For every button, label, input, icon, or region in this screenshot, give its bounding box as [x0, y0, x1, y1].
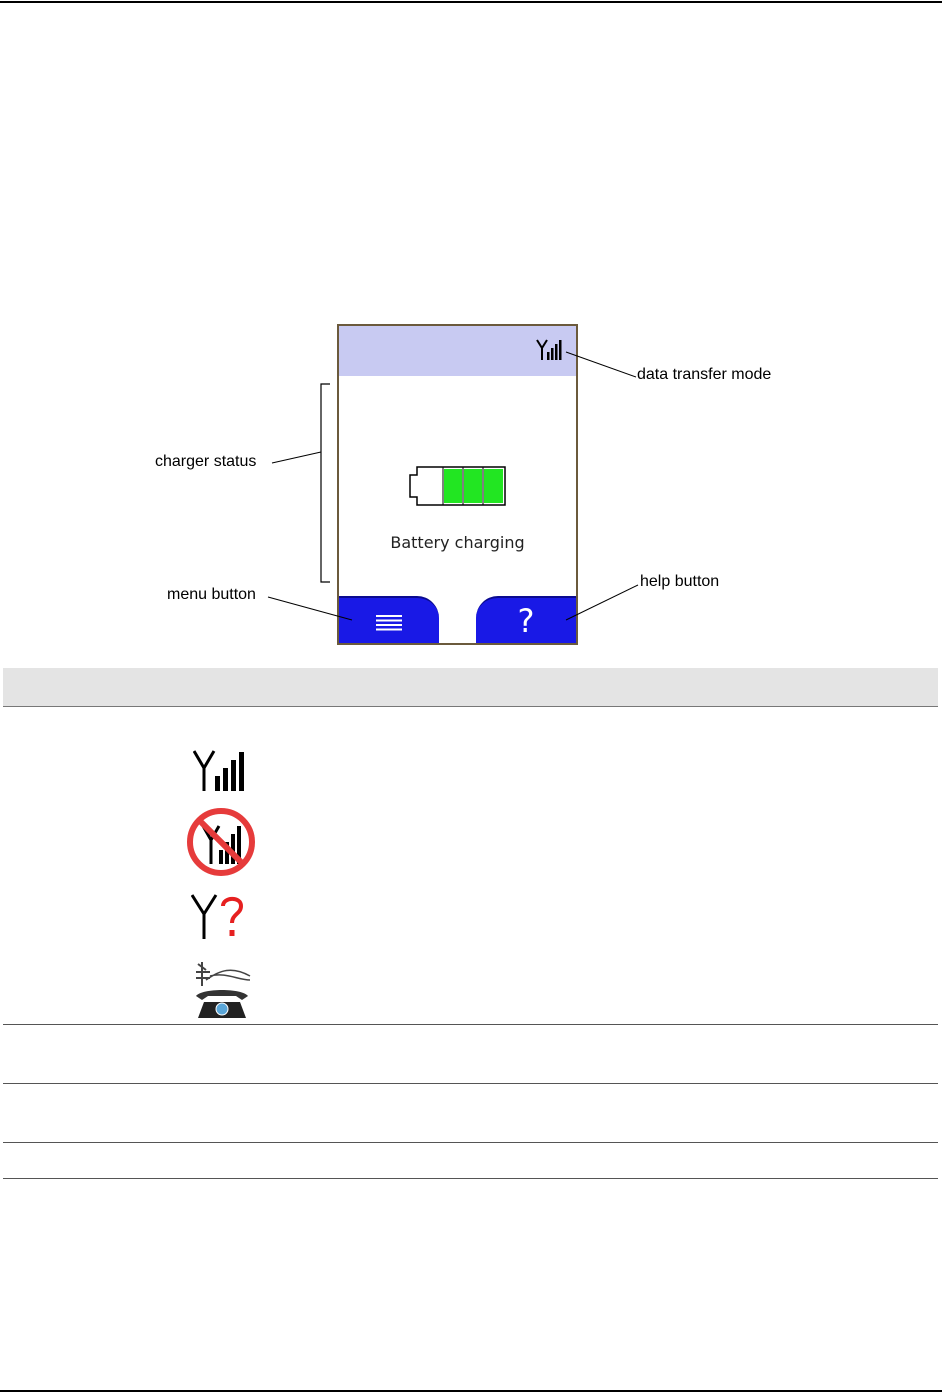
- table-row-divider: [3, 1083, 938, 1084]
- help-question-icon: ?: [517, 602, 535, 640]
- table-row-divider: [3, 1142, 938, 1143]
- callout-help-button: help button: [640, 573, 720, 590]
- callout-menu-button: menu button: [167, 586, 256, 603]
- signal-bars-icon: [193, 750, 249, 792]
- callout-data-transfer-mode: data transfer mode: [637, 366, 772, 383]
- callout-charger-status: charger status: [155, 453, 257, 470]
- unknown-signal-icon: [191, 894, 253, 940]
- no-signal-icon: [184, 806, 258, 878]
- table-header: [3, 668, 938, 707]
- landline-phone-icon: [192, 962, 254, 1020]
- table-bottom-rule: [3, 1178, 938, 1179]
- battery-status-text: Battery charging: [390, 533, 525, 552]
- table-row-divider: [3, 1024, 938, 1025]
- bottom-rule: [0, 1390, 942, 1392]
